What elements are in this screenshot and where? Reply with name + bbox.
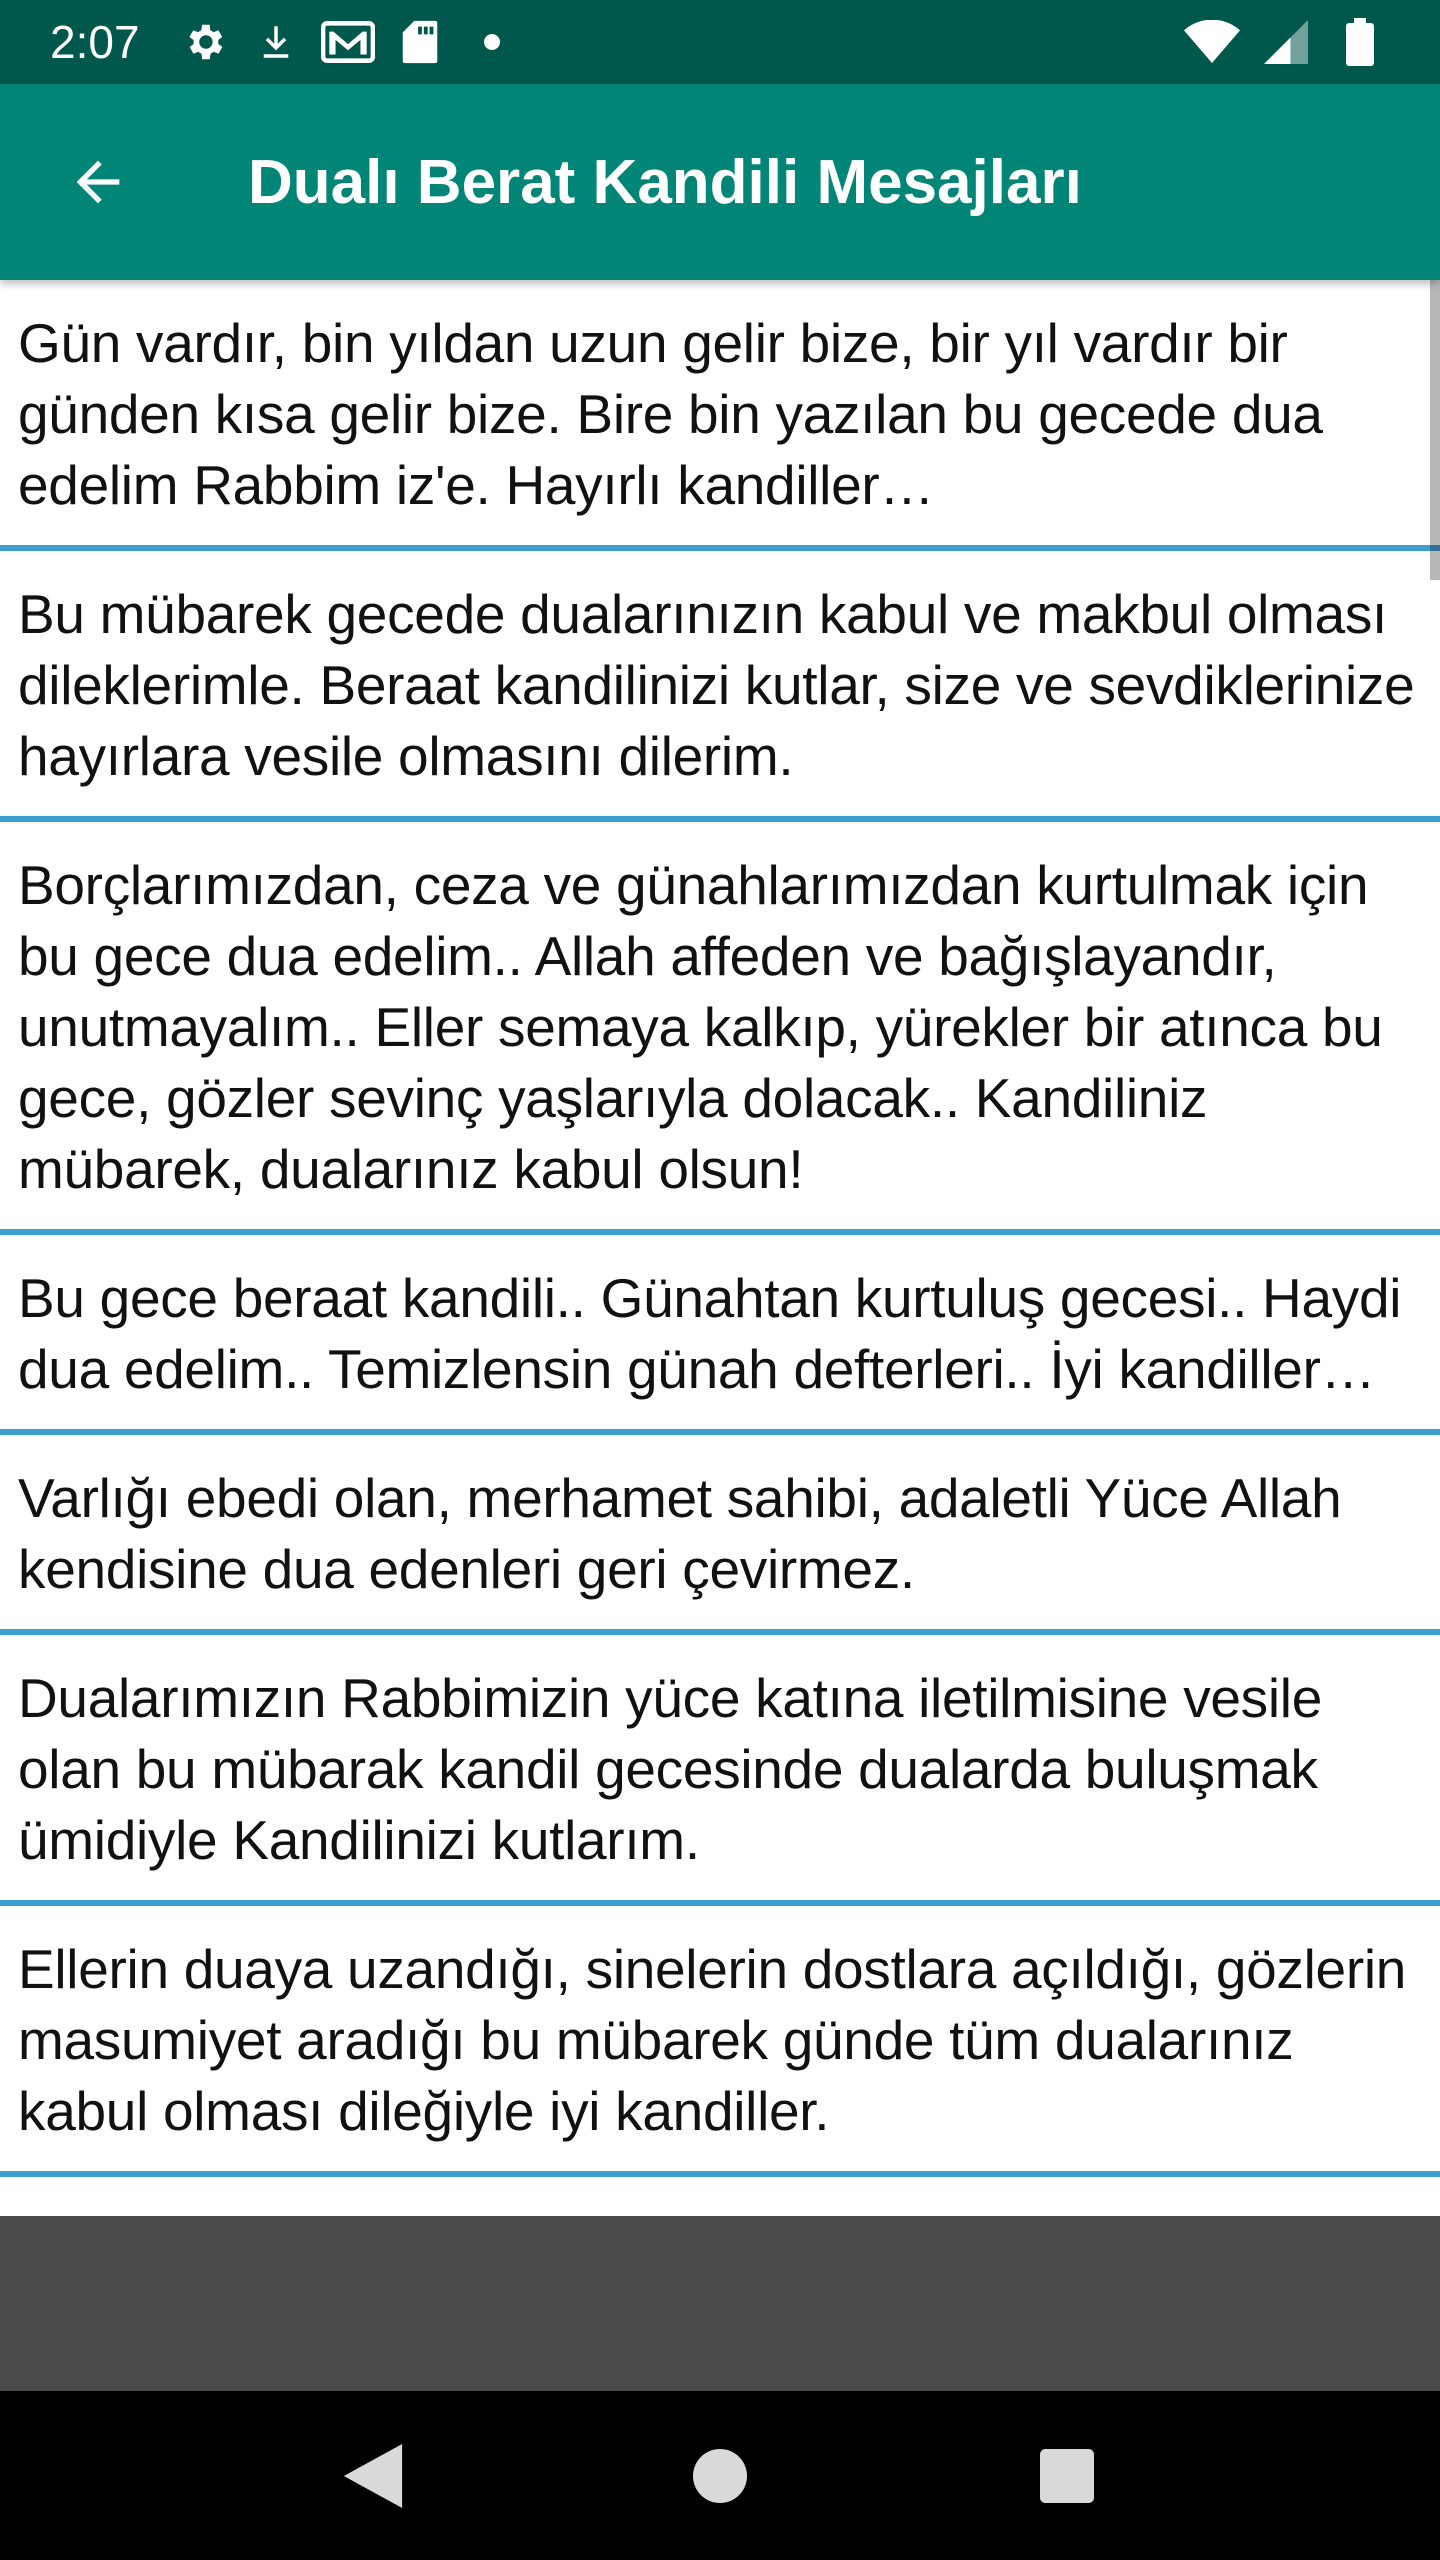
navigation-bar [0, 2391, 1440, 2560]
list-item[interactable]: Gün vardır, bin yıldan uzun gelir bize, bir yıl vardır bir günden kısa gelir bize. Bire bin yazılan bu gecede dua edelim Rabbim iz'e. Hayırlı kandiller… [0, 280, 1440, 551]
back-button[interactable] [48, 132, 148, 232]
status-bar [0, 0, 1440, 84]
scrollbar-thumb[interactable] [1430, 280, 1440, 580]
page-title: Dualı Berat Kandili Mesajları [248, 147, 1082, 217]
download-icon [246, 0, 306, 84]
list-item[interactable]: Ellerin duaya uzandığı, sinelerin dostlara açıldığı, gözlerin masumiyet aradığı bu mübarek günde tüm dualarınız kabul olması dileğiyle iyi kandiller. [0, 1906, 1440, 2177]
list-item[interactable]: Dualarımızın Rabbimizin yüce katına iletilmisine vesile olan bu mübarak kandil gecesinde dualarda buluşmak ümidiyle Kandilinizi kutlarım. [0, 1635, 1440, 1906]
nav-recents-button[interactable] [1007, 2416, 1127, 2536]
gear-icon [174, 0, 234, 84]
nav-home-button[interactable] [660, 2416, 780, 2536]
empty-area [0, 2216, 1440, 2391]
gmail-icon [318, 0, 378, 84]
list-item[interactable]: Bu mübarek gecede dualarınızın kabul ve makbul olması dileklerimle. Beraat kandilinizi kutlar, size ve sevdiklerinize hayırlara vesile olmasını dilerim. [0, 551, 1440, 822]
list-item[interactable]: Borçlarımızdan, ceza ve günahlarımızdan kurtulmak için bu gece dua edelim.. Allah affeden ve bağışlayandır, unutmayalım.. Eller semaya kalkıp, yürekler bir atınca bu gece, gözler sevinç yaşlarıyla dolacak.. Kandiliniz mübarek, dualarınız kabul olsun! [0, 822, 1440, 1235]
battery-icon [1330, 0, 1390, 84]
home-circle-icon [693, 2449, 747, 2503]
status-time: 2:07 [50, 16, 140, 68]
arrow-back-icon [66, 150, 130, 214]
status-right-group [1168, 0, 1390, 84]
dot-icon [462, 0, 522, 84]
message-list[interactable] [0, 280, 1440, 2216]
list-item[interactable]: Varlığı ebedi olan, merhamet sahibi, adaletli Yüce Allah kendisine dua edenleri geri çevirmez. [0, 1435, 1440, 1635]
sd-card-icon [390, 0, 450, 84]
list-item[interactable]: Bu gece beraat kandili.. Günahtan kurtuluş gecesi.. Haydi dua edelim.. Temizlensin günah defterleri.. İyi kandiller… [0, 1235, 1440, 1435]
nav-back-button[interactable] [313, 2416, 433, 2536]
wifi-icon [1182, 0, 1242, 84]
back-triangle-icon [343, 2444, 403, 2508]
app-bar [0, 84, 1440, 280]
recents-square-icon [1040, 2449, 1094, 2503]
signal-icon [1256, 0, 1316, 84]
